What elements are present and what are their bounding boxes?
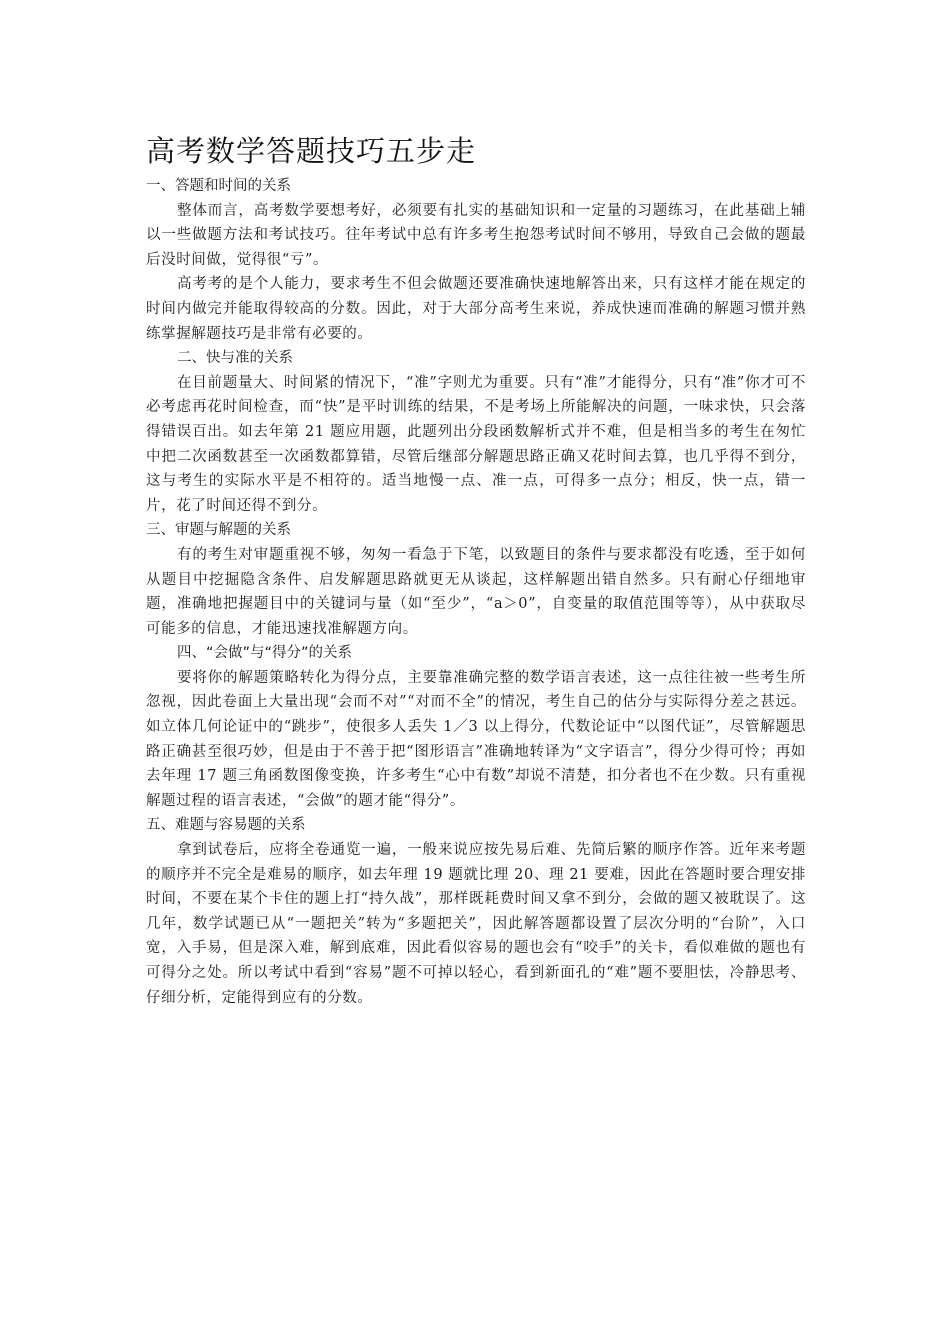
section-3: [146, 518, 806, 641]
paragraph: 在目前题量大、时间紧的情况下，“准”字则尤为重要。只有“准”才能得分，只有“准”你才可不必考虑再花时间检查，而“快”是平时训练的结果，不是考场上所能解决的问题，一味求快，只会落得错误百出。如去年第 21 题应用题，此题列出分段函数解析式并不难，但是相当多的考生在匆忙中把二次函数甚至一次函数都算错，尽管后继部分解题思路正确又花时间去算，也几乎得不到分，这与考生的实际水平是不相符的。适当地慢一点、准一点，可得多一点分；相反，快一点，错一片，花了时间还得不到分。: [146, 374, 806, 514]
section-heading: 五、难题与容易题的关系: [146, 817, 306, 834]
section-heading: 三、审题与解题的关系: [146, 522, 291, 539]
document-page: [146, 132, 806, 1010]
section-1: [146, 174, 806, 346]
document-title: 高考数学答题技巧五步走: [146, 134, 477, 168]
section-heading: 二、快与准的关系: [177, 350, 293, 367]
section-heading: 一、答题和时间的关系: [146, 178, 291, 194]
paragraph: 要将你的解题策略转化为得分点，主要靠准确完整的数学语言表述，这一点往往被一些考生所忽视，因此卷面上大量出现“会而不对”“对而不全”的情况，考生自己的估分与实际得分差之甚远。如立体几何论证中的“跳步”，使很多人丢失 1／3 以上得分，代数论证中“以图代证”，尽管解题思路正确甚至很巧妙，但是由于不善于把“图形语言”准确地转译为“文字语言”，得分少得可怜；再如去年理 17 题三角函数图像变换，许多考生“心中有数”却说不清楚，扣分者也不在少数。只有重视解题过程的语言表述，“会做”的题才能“得分”。: [146, 669, 806, 809]
paragraph: 整体而言，高考数学要想考好，必须要有扎实的基础知识和一定量的习题练习，在此基础上辅以一些做题方法和考试技巧。往年考试中总有许多考生抱怨考试时间不够用，导致自己会做的题最后没时间做，觉得很“亏”。: [146, 202, 806, 268]
paragraph: 高考考的是个人能力，要求考生不但会做题还要准确快速地解答出来，只有这样才能在规定的时间内做完并能取得较高的分数。因此，对于大部分高考生来说，养成快速而准确的解题习惯并熟练掌握解题技巧是非常有必要的。: [146, 276, 806, 342]
paragraph: 拿到试卷后，应将全卷通览一遍，一般来说应按先易后难、先简后繁的顺序作答。近年来考题的顺序并不完全是难易的顺序，如去年理 19 题就比理 20、理 21 要难，因此在答题时要合理安排时间，不要在某个卡住的题上打“持久战”，那样既耗费时间又拿不到分，会做的题又被耽误了。这几年，数学试题已从“一题把关”转为“多题把关”，因此解答题都设置了层次分明的“台阶”，入口宽，入手易，但是深入难，解到底难，因此看似容易的题也会有“咬手”的关卡，看似难做的题也有可得分之处。所以考试中看到“容易”题不可掉以轻心，看到新面孔的“难”题不要胆怯，冷静思考、仔细分析，定能得到应有的分数。: [146, 842, 806, 1006]
section-5: [146, 813, 806, 1010]
section-heading: 四、“会做”与“得分”的关系: [177, 645, 353, 662]
section-2: [146, 346, 806, 518]
paragraph: 有的考生对审题重视不够，匆匆一看急于下笔，以致题目的条件与要求都没有吃透，至于如何从题目中挖掘隐含条件、启发解题思路就更无从谈起，这样解题出错自然多。只有耐心仔细地审题，准确地把握题目中的关键词与量（如“至少”，“a＞0”，自变量的取值范围等等），从中获取尽可能多的信息，才能迅速找准解题方向。: [146, 546, 806, 637]
section-4: [146, 641, 806, 813]
